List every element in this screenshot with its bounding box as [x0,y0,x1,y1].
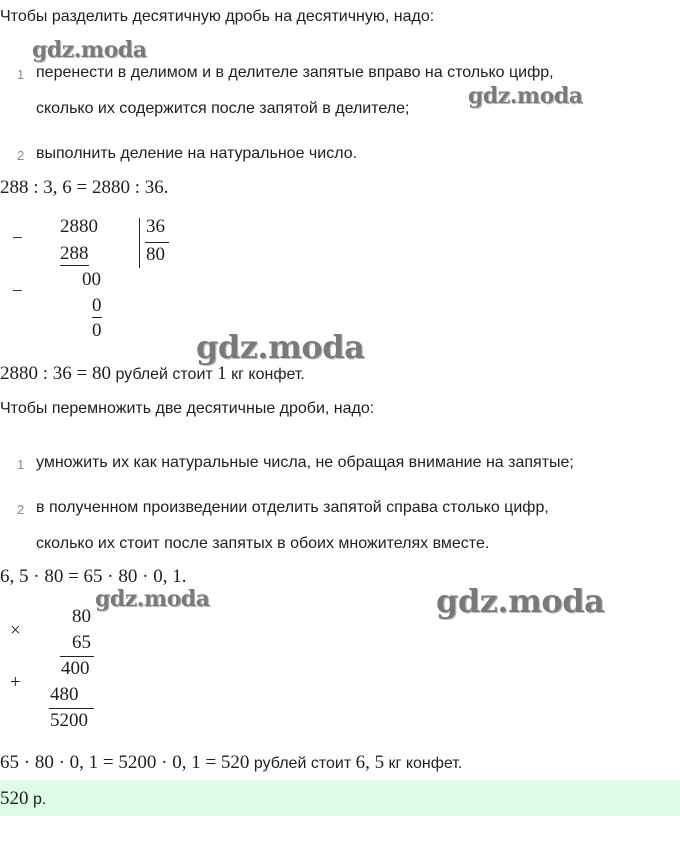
division-result: 2880 : 36 = 80 рублей стоит 1 кг конфет. [0,363,305,384]
second-subtrahend: 0 [92,295,102,316]
second-factor: 65 [72,632,91,653]
multiplication-rule-title: Чтобы перемножить две десятичные дроби, надо: [0,400,375,417]
watermark: gdz.moda [436,582,605,620]
minus-sign: − [12,281,23,302]
final-remainder: 0 [92,320,102,341]
step-text-continued: сколько их стоит после запятых в обоих множителях вместе. [36,535,490,552]
first-partial-product: 400 [61,658,90,679]
answer-box [0,780,680,816]
step-text: перенести в делимом и в делителе запятые вправо на столько цифр, [36,64,554,81]
dividend: 2880 [60,216,98,237]
step-text: выполнить деление на натуральное число. [36,145,358,162]
division-bracket [139,218,140,268]
watermark: gdz.moda [95,586,210,612]
minus-sign: − [12,228,23,249]
step-text: умножить их как натуральные числа, не обращая внимание на запятые; [36,454,574,471]
watermark: gdz.moda [196,328,365,366]
product-line [60,656,94,657]
watermark: gdz.moda [468,83,583,109]
step-text: в полученном произведении отделить запятой справа столько цифр, [36,499,549,516]
step-number: 1 [17,457,25,472]
watermark: gdz.moda [32,37,147,63]
first-factor: 80 [72,606,91,627]
divisor: 36 [146,216,165,237]
division-equation: 288 : 3, 6 = 2880 : 36. [0,177,169,198]
times-sign: × [10,620,21,641]
quotient: 80 [146,244,165,265]
step-number: 1 [17,67,25,82]
step-number: 2 [17,148,25,163]
step-number: 2 [17,502,25,517]
first-subtrahend: 288 [60,243,89,264]
second-partial-product: 480 [50,684,79,705]
sum-line [49,708,94,709]
multiplication-equation: 6, 5 · 80 = 65 · 80 · 0, 1. [0,566,187,587]
divisor-underline [145,242,169,243]
first-remainder: 00 [82,269,101,290]
step-text-continued: сколько их содержится после запятой в делителе; [36,100,410,117]
multiplication-result: 65 · 80 · 0, 1 = 5200 · 0, 1 = 520 рублей стоит 6, 5 кг конфет. [0,752,463,773]
final-product: 5200 [50,710,88,731]
division-rule-title: Чтобы разделить десятичную дробь на десятичную, надо: [0,8,435,25]
answer: 520 р. [0,788,47,809]
plus-sign: + [10,672,21,693]
